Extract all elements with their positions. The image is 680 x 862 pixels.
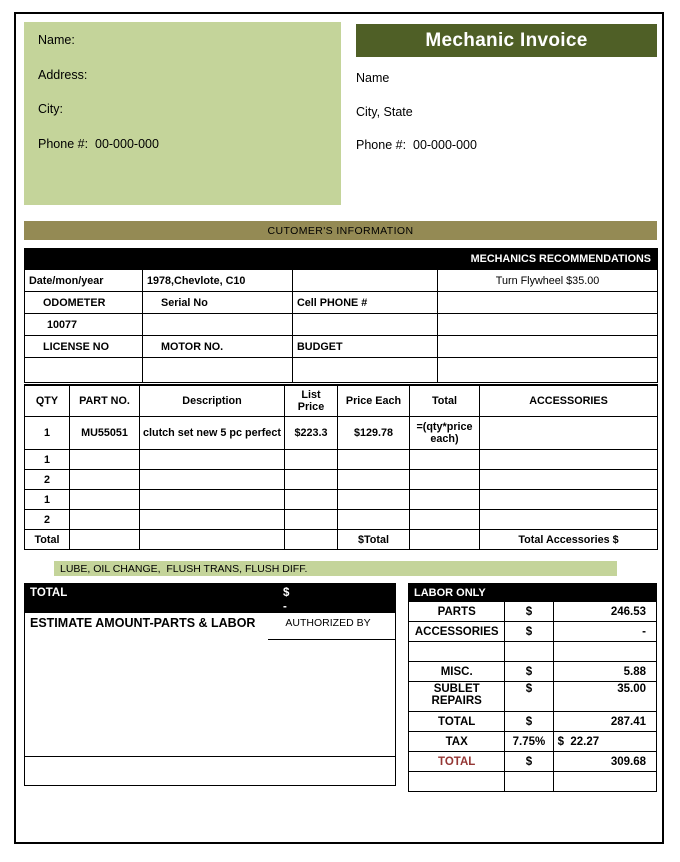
labor-row-final-total [409, 752, 657, 772]
cell-price-each [338, 450, 410, 470]
motor-no-value [143, 358, 293, 383]
cell-list-price: $223.3 [285, 417, 338, 450]
license-no-label: LICENSE NO [25, 336, 143, 358]
cell-accessories [480, 450, 658, 470]
labor-symbol-final-total: $ [505, 752, 553, 772]
estimate-amount-title: ESTIMATE AMOUNT-PARTS & LABOR [30, 616, 256, 630]
blank-cell [438, 314, 658, 336]
estimate-total-value: - [283, 601, 287, 613]
labor-symbol-blank [505, 642, 553, 662]
table-row [25, 490, 658, 510]
labor-value-blank [553, 642, 656, 662]
cell-qty: 1 [25, 417, 70, 450]
labor-tax-symbol: $ [557, 735, 564, 748]
col-header-description: Description [140, 385, 285, 417]
blank-cell [293, 249, 438, 270]
footer-accessories: Total Accessories $ [480, 530, 658, 550]
labor-only-header: LABOR ONLY [409, 584, 657, 602]
invoice-title-bar [356, 24, 657, 57]
motor-no-label: MOTOR NO. [143, 336, 293, 358]
labor-label-final-total: TOTAL [409, 752, 505, 772]
col-header-qty: QTY [25, 385, 70, 417]
labor-value-sublet-repairs: 35.00 [553, 682, 656, 712]
cell-part-no [70, 450, 140, 470]
footer-description [140, 530, 285, 550]
labor-tax-rate: 7.75% [505, 732, 553, 752]
labor-row-subtotal [409, 712, 657, 732]
customer-address-label: Address: [38, 67, 88, 82]
col-header-accessories: ACCESSORIES [480, 385, 658, 417]
invoice-header [16, 14, 662, 214]
authorized-by-label: AUTHORIZED BY [285, 617, 371, 629]
labor-label-blank [409, 642, 505, 662]
customer-name-label: Name: [38, 33, 75, 47]
vehicle-value: 1978,Chevlote, C10 [143, 270, 293, 292]
labor-symbol-misc: $ [505, 662, 553, 682]
budget-value [293, 358, 438, 383]
cell-price-each [338, 490, 410, 510]
shop-phone: Phone #: 00-000-000 [356, 138, 477, 152]
services-performed-strip [54, 561, 617, 576]
labor-symbol-parts: $ [505, 602, 553, 622]
mechanics-recommendations-header: MECHANICS RECOMMENDATIONS [438, 249, 658, 270]
date-label: Date/mon/year [25, 270, 143, 292]
cell-description [140, 470, 285, 490]
labor-label-tax: TAX [409, 732, 505, 752]
labor-row-trailing-blank [409, 772, 657, 792]
parts-line-items-table [24, 384, 658, 550]
labor-label-sublet-repairs: SUBLET REPAIRS [409, 682, 505, 712]
labor-label-accessories: ACCESSORIES [409, 622, 505, 642]
mechanic-recommendation-value: Turn Flywheel $35.00 [438, 270, 658, 292]
labor-symbol-subtotal: $ [505, 712, 553, 732]
labor-symbol-sublet-repairs: $ [505, 682, 553, 712]
blank-cell [438, 336, 658, 358]
col-header-list-price: List Price [285, 385, 338, 417]
cell-description [140, 490, 285, 510]
labor-symbol-accessories: $ [505, 622, 553, 642]
estimate-total-bar [25, 584, 395, 613]
cell-list-price [285, 490, 338, 510]
col-header-price-each: Price Each [338, 385, 410, 417]
footer-part-no [70, 530, 140, 550]
estimate-total-symbol: $ [283, 587, 290, 599]
cell-price-each [338, 470, 410, 490]
serial-no-value [143, 314, 293, 336]
cell-total: =(qty*price each) [410, 417, 480, 450]
labor-value-parts: 246.53 [553, 602, 656, 622]
cell-description [140, 450, 285, 470]
shop-city-state: City, State [356, 104, 413, 119]
shop-details-block [356, 72, 656, 173]
vehicle-info-table [24, 248, 658, 383]
estimate-body [25, 613, 395, 757]
vehicle-ids-header-row [25, 292, 658, 314]
customer-information-label: CUTOMER'S INFORMATION [267, 224, 414, 237]
customer-information-bar [24, 221, 657, 240]
blank-cell [438, 292, 658, 314]
budget-label: BUDGET [293, 336, 438, 358]
labor-tax-value: 22.27 [570, 735, 600, 748]
cell-accessories [480, 490, 658, 510]
cell-phone-label: Cell PHONE # [293, 292, 438, 314]
parts-table-footer-row [25, 530, 658, 550]
cell-part-no [70, 490, 140, 510]
footer-qty: Total [25, 530, 70, 550]
cell-price-each: $129.78 [338, 417, 410, 450]
shop-name: Name [356, 71, 390, 85]
cell-description: clutch set new 5 pc perfect [140, 417, 285, 450]
cell-accessories [480, 417, 658, 450]
labor-row-parts [409, 602, 657, 622]
footer-price-each: $Total [338, 530, 410, 550]
page-title: Mechanic Invoice [425, 29, 588, 51]
odometer-label: ODOMETER [25, 292, 143, 314]
blank-cell [438, 358, 658, 383]
labor-row-sublet-repairs [409, 682, 657, 712]
labor-trailing-blank-1 [409, 772, 505, 792]
labor-value-subtotal: 287.41 [553, 712, 656, 732]
serial-no-label: Serial No [143, 292, 293, 314]
labor-label-subtotal: TOTAL [409, 712, 505, 732]
labor-row-blank [409, 642, 657, 662]
cell-list-price [285, 470, 338, 490]
cell-qty: 1 [25, 450, 70, 470]
vehicle-ids-value-row [25, 314, 658, 336]
footer-list-price [285, 530, 338, 550]
blank-cell [143, 249, 293, 270]
license-no-value [25, 358, 143, 383]
cell-total [410, 470, 480, 490]
table-row [25, 510, 658, 530]
labor-tax-amount [553, 732, 656, 752]
vehicle-date-row [25, 270, 658, 292]
cell-phone-value [293, 314, 438, 336]
estimate-footer-area [25, 757, 395, 786]
cell-total [410, 450, 480, 470]
footer-total [410, 530, 480, 550]
customer-details-box [24, 22, 341, 205]
cell-part-no: MU55051 [70, 417, 140, 450]
labor-trailing-blank-2 [505, 772, 553, 792]
estimate-panel [24, 583, 396, 786]
col-header-part-no: PART NO. [70, 385, 140, 417]
cell-total [410, 510, 480, 530]
mechanics-recommendations-header-row [25, 249, 658, 270]
labor-value-final-total: 309.68 [553, 752, 656, 772]
signature-line[interactable] [268, 639, 396, 640]
blank-cell [25, 249, 143, 270]
cell-accessories [480, 470, 658, 490]
customer-phone-label: Phone #: 00-000-000 [38, 136, 159, 151]
customer-city-label: City: [38, 102, 63, 116]
labor-value-accessories: - [553, 622, 656, 642]
cell-qty: 1 [25, 490, 70, 510]
cell-qty: 2 [25, 470, 70, 490]
odometer-value: 10077 [25, 314, 143, 336]
labor-label-parts: PARTS [409, 602, 505, 622]
table-row [25, 470, 658, 490]
labor-only-header-row [409, 584, 657, 602]
services-performed-text: LUBE, OIL CHANGE, FLUSH TRANS, FLUSH DIFF. [60, 562, 308, 575]
cell-price-each [338, 510, 410, 530]
labor-trailing-blank-3 [553, 772, 656, 792]
labor-label-misc: MISC. [409, 662, 505, 682]
table-row [25, 417, 658, 450]
cell-description [140, 510, 285, 530]
license-value-row [25, 358, 658, 383]
license-header-row [25, 336, 658, 358]
parts-table-header-row [25, 385, 658, 417]
estimate-total-label: TOTAL [30, 587, 68, 599]
cell-qty: 2 [25, 510, 70, 530]
cell-list-price [285, 450, 338, 470]
cell-total [410, 490, 480, 510]
table-row [25, 450, 658, 470]
labor-row-accessories [409, 622, 657, 642]
cell-part-no [70, 470, 140, 490]
labor-row-misc [409, 662, 657, 682]
col-header-total: Total [410, 385, 480, 417]
cell-part-no [70, 510, 140, 530]
labor-value-misc: 5.88 [553, 662, 656, 682]
labor-only-table [408, 583, 657, 792]
labor-row-tax [409, 732, 657, 752]
cell-accessories [480, 510, 658, 530]
cell-list-price [285, 510, 338, 530]
blank-cell [293, 270, 438, 292]
invoice-page [14, 12, 664, 844]
